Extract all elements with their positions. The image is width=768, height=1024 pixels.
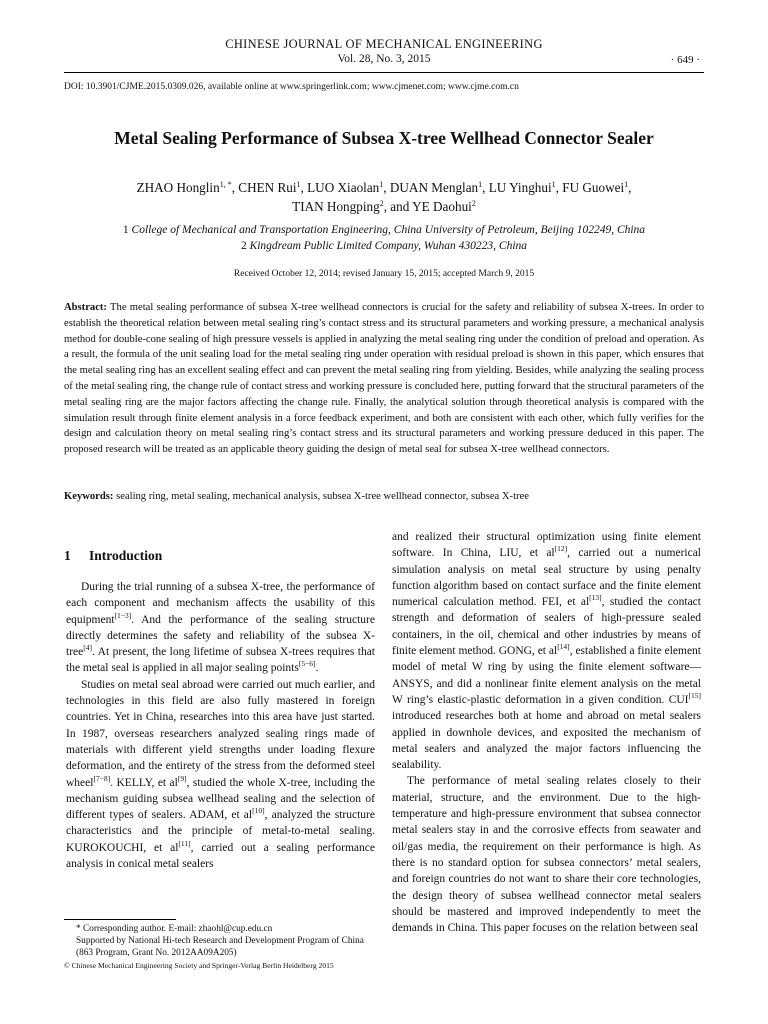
body-text: and realized their structural optimization using finite element software. In China, LIU, et al	[392, 531, 701, 560]
citation-ref: [4]	[83, 643, 92, 653]
journal-header	[0, 37, 768, 66]
author-line-2	[84, 197, 684, 216]
body-text: , established a finite element model of metal W ring by using the finite element software—ANSYS, and did a nonlinear finite element analysis on the metal W ring’s elastic-plastic deformation in a given condition. CUI	[392, 645, 701, 706]
citation-ref: [13]	[589, 593, 602, 603]
body-text: , carried out a sealing performance analysis in conical metal sealers	[66, 841, 375, 871]
keywords	[64, 489, 704, 504]
author-name: YE Daohui	[412, 199, 472, 214]
author-separator: ,	[482, 180, 489, 195]
journal-name: CHINESE JOURNAL OF MECHANICAL ENGINEERING	[225, 37, 543, 51]
abstract-label: Abstract:	[64, 302, 107, 313]
body-text: introduced researches both at home and abroad on metal sealers applied in downhole devices, and exposited the mechanism of metal sealers and analyzed the major factors influencing the sealability.	[392, 710, 701, 772]
header-rule	[64, 72, 704, 73]
body-paragraph	[66, 579, 375, 677]
citation-ref: [5−6]	[298, 659, 316, 669]
author-affiliation-mark: 2	[379, 199, 384, 208]
author-name: LUO Xiaolan	[307, 180, 380, 195]
citation-ref: [12]	[554, 544, 568, 554]
doi-line: DOI: 10.3901/CJME.2015.0309.026, available online at www.springerlink.com; www.cjmenet.com; www.cjme.com.cn	[64, 82, 519, 92]
body-text: . KELLY, et al	[110, 776, 178, 789]
author-list	[84, 178, 684, 216]
body-text: The performance of metal sealing relates closely to their material, structure, and the environment. Due to the high-temperature and high-pressure environment that subsea connector metal sealers stay in and the corrosive effects from seawater and oil/gas media, the requirement on their performance is high. As there is no standard option for subsea connectors’ metal sealers, and foreign countries do not want to share their core technologies, the design theory of subsea wellhead connector metal sealers should be mastered and improved independently to meet the demands in China. This paper focuses on the relation between seal	[392, 775, 701, 935]
copyright-note: © Chinese Mechanical Engineering Society and Springer-Verlag Berlin Heidelberg 2015	[64, 961, 334, 970]
affiliation-2: 2 Kingdream Public Limited Company, Wuhan 430223, China	[240, 239, 528, 252]
keywords-text: sealing ring, metal sealing, mechanical analysis, subsea X-tree wellhead connector, subsea X-tree	[116, 491, 529, 502]
author-name: FU Guowei	[562, 180, 625, 195]
citation-ref: [10]	[252, 806, 265, 816]
citation-ref: [14]	[557, 642, 570, 652]
author-separator: ,	[300, 180, 308, 195]
author-line-1	[84, 178, 684, 197]
author-affiliation-mark: 1	[296, 180, 301, 189]
author-affiliation-mark: 1	[478, 180, 483, 189]
author-separator: ,	[383, 180, 390, 195]
body-paragraph	[66, 677, 375, 873]
funding-note: Supported by National Hi-tech Research and Development Program of China (863 Program, Grant No. 2012AA09A205)	[76, 936, 364, 958]
body-text: During the trial running of a subsea X-tree, the performance of each component and mechanism affects the usability of this equipment	[66, 581, 375, 626]
body-column-right	[392, 529, 701, 936]
author-separator: ,	[555, 180, 563, 195]
abstract-text: The metal sealing performance of subsea X-tree wellhead connectors is crucial for the safety and reliability of subsea X-trees. In order to establish the theoretical relation between metal sealing ring’s contact stress and its structural parameters and working pressure, a mechanical analysis method for double-cone sealing of high pressure vessels is applied in analyzing the metal sealing ring under the condition of preload and operation. As a result, the formula of the unit sealing load for the metal sealing ring under operation with residual preload is shown in this paper, which ensures that the metal sealing ring has an excellent sealing effect and can prevent the metal sealing ring from yielding. Besides, while analyzing the sealing process of the metal sealing ring, the change rule of contact stress and working pressure is concluded here, putting forward that the structural parameters of the metal sealing ring are the major factors affecting the change rule. Finally, the analytical solution through theoretical analysis is compared with the simulation result through finite element analysis in a force feedback experiment, and both are consistent with each other, which fully verifies for the design and calculation theory on metal sealing ring’s contact stress and its structural parameters and working pressure deduced in this paper. The proposed research will be treated as an applicable theory guiding the design of metal seal for subsea X-tree wellhead connectors.	[64, 302, 704, 456]
paper-title: Metal Sealing Performance of Subsea X-tree Wellhead Connector Sealer	[114, 128, 654, 148]
author-name: ZHAO Honglin	[136, 180, 220, 195]
citation-ref: [9]	[177, 773, 187, 783]
author-affiliation-mark: 1	[624, 180, 629, 189]
body-text: .	[315, 662, 319, 675]
citation-ref: [11]	[178, 838, 191, 848]
body-text: , carried out a numerical simulation analysis on metal seal structure by using penalty function algorithm based on contact surface and the finite element numerical calculation method. FEI, et al	[392, 547, 701, 609]
author-name: CHEN Rui	[238, 180, 297, 195]
page-number: · 649 ·	[670, 54, 700, 66]
body-text: . And the performance of the sealing structure directly determines the safety and reliability of the subsea X-tree	[66, 613, 375, 659]
citation-ref: [1−3]	[114, 610, 132, 620]
body-text: , studied the contact strength and deformation of sealers of high-pressure sealed containers, in the oil, chemical and other industries by means of finite element method. GONG, et al	[392, 596, 701, 658]
abstract	[64, 300, 704, 458]
footnotes	[64, 923, 380, 972]
author-separator: , and	[383, 199, 413, 214]
body-text: , analyzed the structure characteristics and the principle of metal-to-metal sealing. KUROKOUCHI, et al	[66, 809, 375, 854]
citation-ref: [15]	[688, 690, 701, 700]
body-column-left	[66, 579, 375, 872]
section-heading: 1 Introduction	[64, 548, 163, 563]
corresponding-author-note: * Corresponding author. E-mail: zhaohl@cup.edu.cn	[76, 924, 273, 934]
received-dates: Received October 12, 2014; revised January 15, 2015; accepted March 9, 2015	[233, 269, 535, 279]
author-affiliation-mark: 1, *	[219, 180, 232, 189]
author-separator: ,	[628, 180, 632, 195]
author-separator: ,	[231, 180, 239, 195]
body-paragraph	[392, 773, 701, 936]
journal-volume: Vol. 28, No. 3, 2015	[337, 53, 431, 65]
author-affiliation-mark: 1	[551, 180, 556, 189]
body-text: Studies on metal seal abroad were carried out much earlier, and technologies in this field are also fully mastered in foreign countries. Yet in China, researches into this area have just started. In 1987, overseas researchers analyzed sealing rings made of materials with different yield strengths under loading flexure deformation, and the entirety of the stress from the deformed steel wheel	[66, 678, 375, 789]
affiliations	[64, 223, 704, 254]
citation-ref: [7−8]	[93, 773, 111, 783]
body-paragraph	[392, 529, 701, 773]
author-affiliation-mark: 1	[379, 180, 384, 189]
footnote-rule	[64, 919, 176, 920]
body-text: . At present, the long lifetime of subsea X-trees requires that the metal seal is applied in all major sealing points	[66, 646, 375, 675]
author-name: LU Yinghui	[488, 180, 552, 195]
body-text: , studied the whole X-tree, including the mechanism guiding subsea wellhead sealing and the selection of different types of sealers. ADAM, et al	[66, 776, 375, 822]
author-name: TIAN Hongping	[292, 199, 380, 214]
affiliation-1: 1 College of Mechanical and Transportation Engineering, China University of Petroleum, Beijing 102249, China	[122, 224, 646, 236]
author-affiliation-mark: 2	[471, 199, 476, 208]
keywords-label: Keywords:	[64, 491, 114, 502]
author-name: DUAN Menglan	[389, 180, 479, 195]
